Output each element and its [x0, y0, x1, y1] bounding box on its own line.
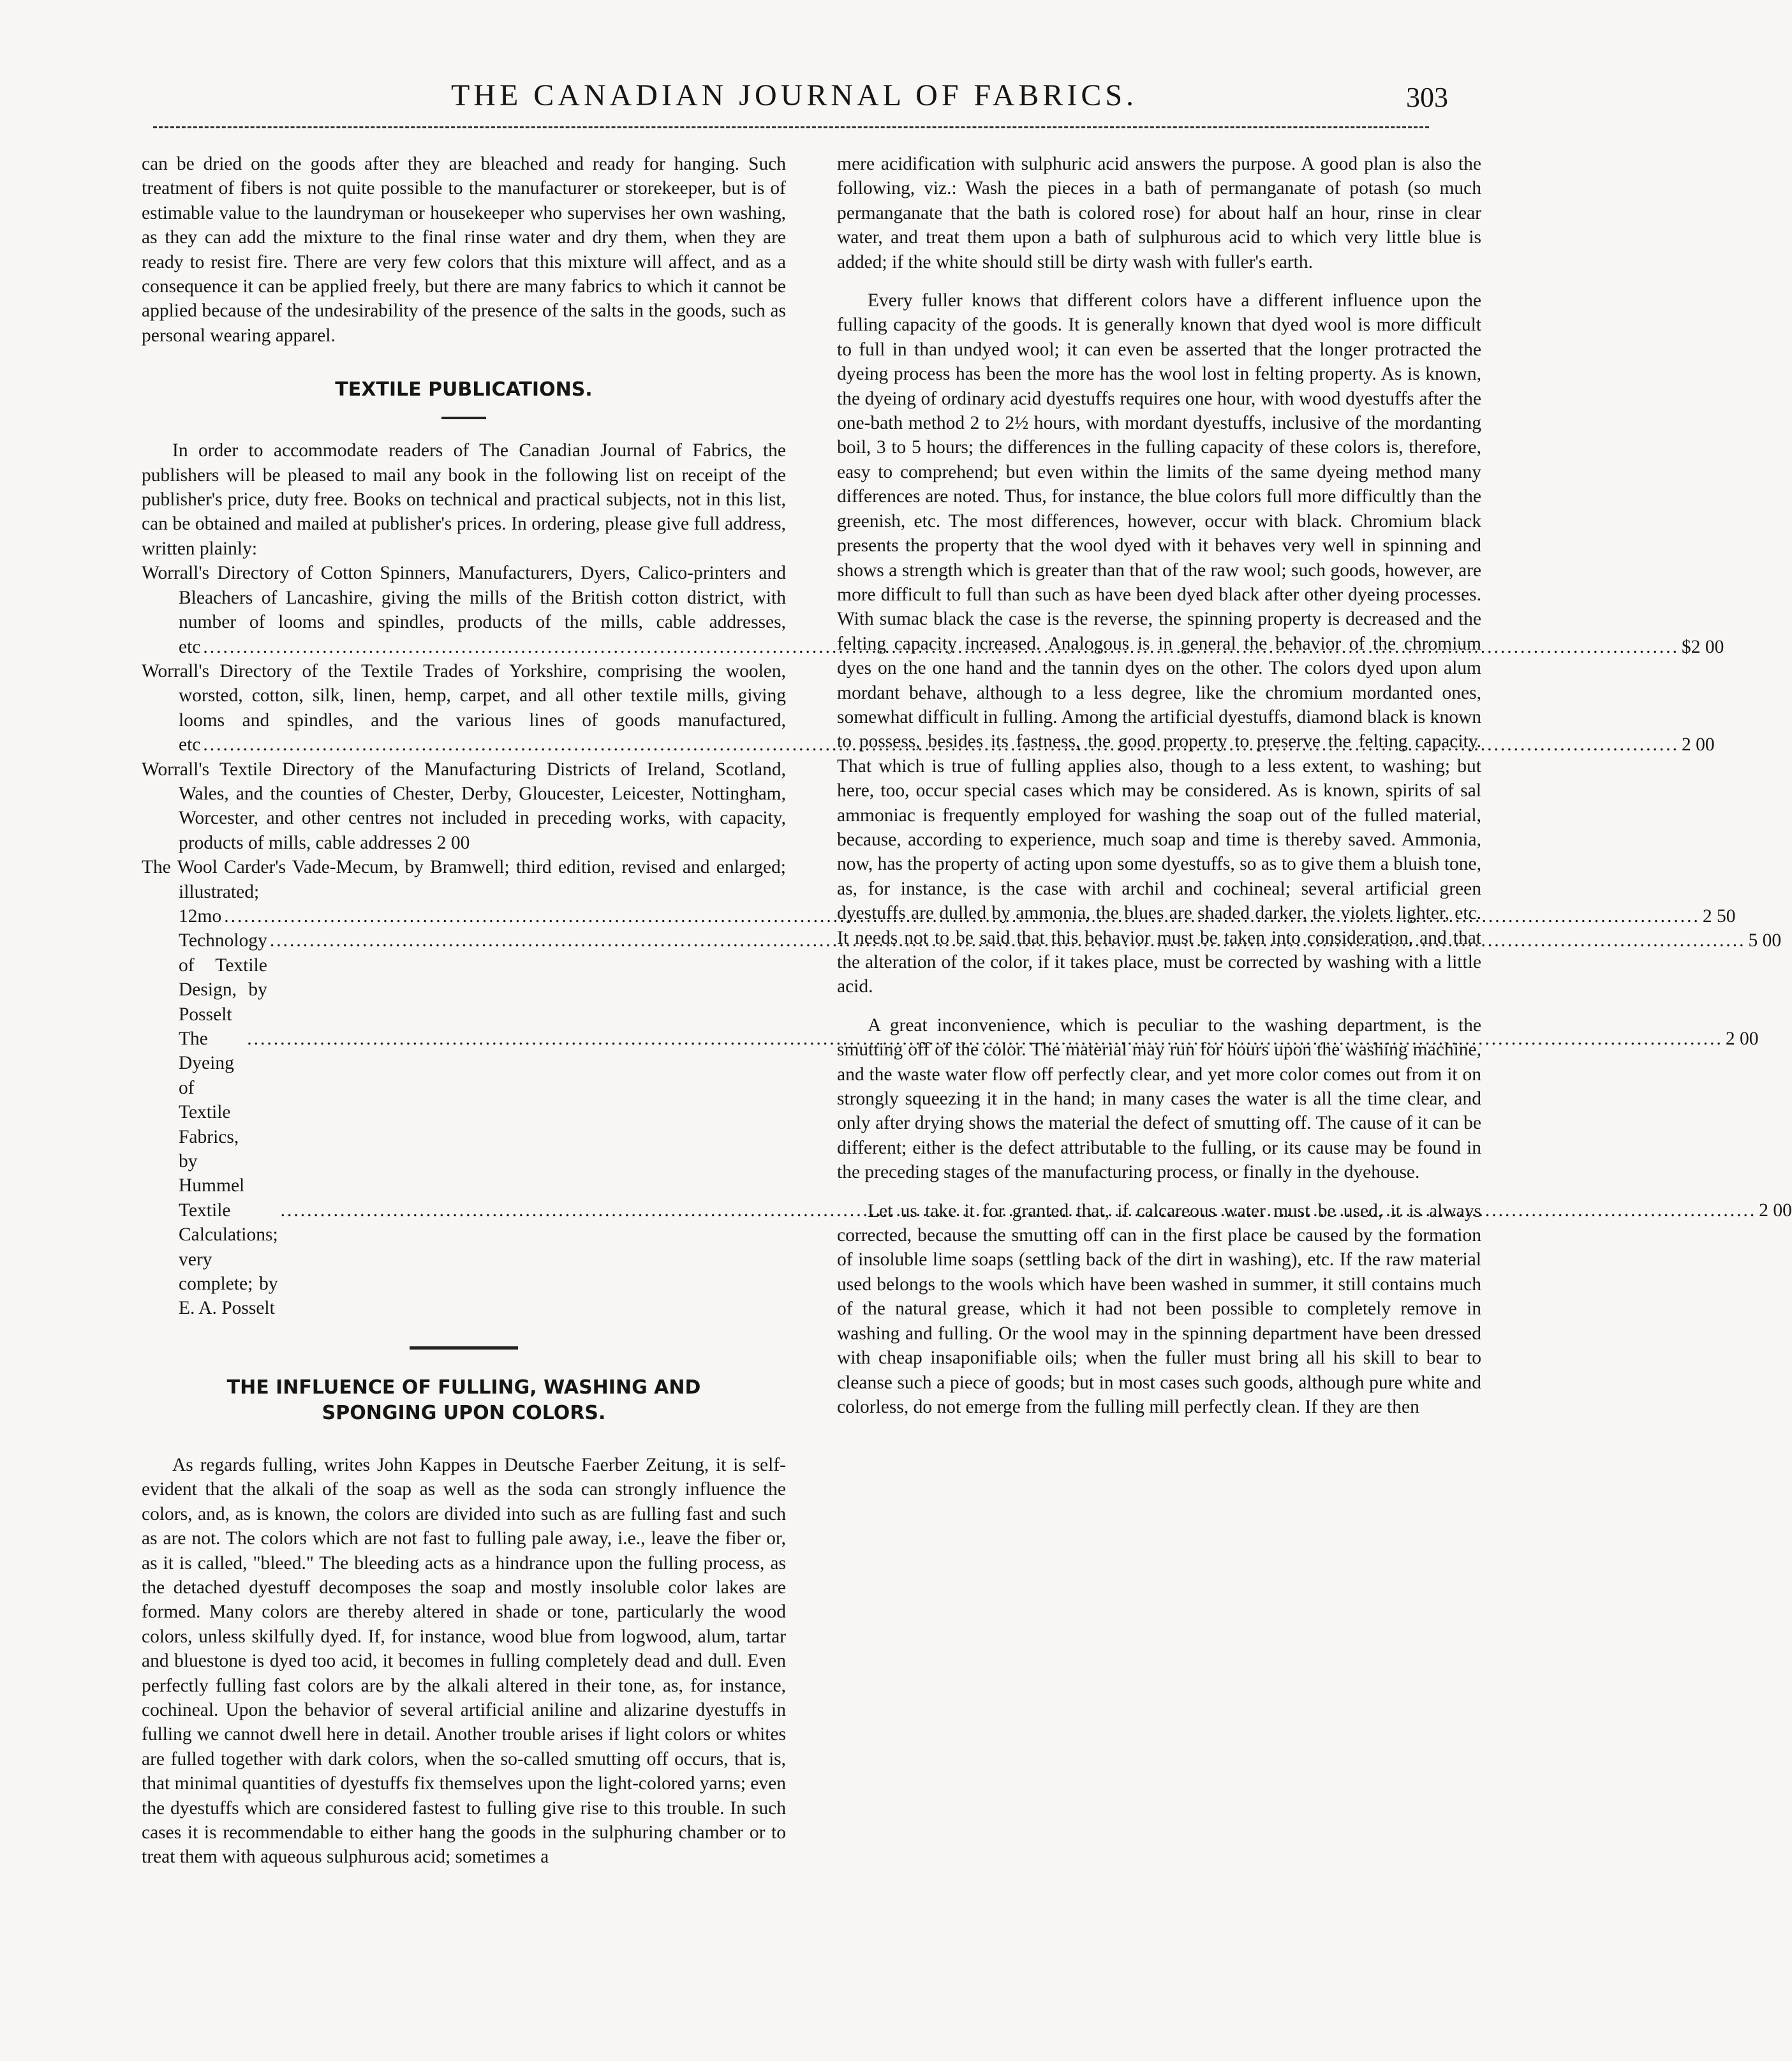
- publications-heading: TEXTILE PUBLICATIONS.: [335, 378, 593, 401]
- publications-heading-rule: [441, 417, 486, 419]
- page-number: 303: [1406, 82, 1448, 113]
- publication-item: [142, 855, 1736, 928]
- header-rule: [153, 126, 1429, 128]
- section-divider-rule: [410, 1346, 518, 1350]
- continuation-paragraph: can be dried on the goods after they are bleached and ready for hanging. Such treatment of fibers is not quite possible to the manufacturer or storekeeper, but is of estimable value to the laundryman or housekeeper who supervises her own washing, as they can add the mixture to the final rinse water and dry them, when they are ready to resist fire. There are very few colors that this mixture will affect, and as a consequence it can be applied freely, but there are many fabrics to which it cannot be applied because of the undesirability of the presence of the salts in the goods, such as personal wearing apparel.: [142, 154, 786, 346]
- publication-price: 2 00: [1759, 1200, 1792, 1221]
- publication-item: [142, 659, 1715, 757]
- publication-price: $2 00: [1682, 636, 1724, 657]
- publication-item: [142, 928, 1782, 1027]
- publication-price: 2 00: [1725, 1029, 1759, 1049]
- publication-price: 2 00: [436, 832, 470, 853]
- running-title: THE CANADIAN JOURNAL OF FABRICS.: [450, 78, 1138, 112]
- publication-item: [142, 561, 1724, 659]
- page-header: [140, 77, 1448, 128]
- publication-price: 2 50: [1702, 905, 1736, 926]
- article-paragraph: A great inconvenience, which is peculiar to the washing department, is the smutting off of the color. The material may run for hours upon the washing machine, and the waste water flow off perfectly clear, and yet more color comes out from it on strongly squeezing it in the hand; in many cases the water is all the time clear, and only after drying shows the material the defect of smutting off. The cause of it can be different; either is the defect attributable to the fulling, or its cause may be found in the preceding stages of the manufacturing process, or finally in the dyehouse.: [837, 1015, 1481, 1183]
- publications-intro: In order to accommodate readers of The Canadian Journal of Fabrics, the publishers will be pleased to mail any book in the following list on receipt of the publisher's price, duty free. Books on technical and practical subjects, not in this list, can be obtained and mailed at publisher's prices. In ordering, please give full address, written plainly:: [142, 440, 786, 559]
- publication-title: Technology of Textile Design, by Posselt: [179, 930, 267, 1025]
- publication-title: Worrall's Directory of the Textile Trades of Yorkshire, comprising the woolen, worsted, cotton, silk, linen, hemp, carpet, and all other textile mills, giving looms and spindles, and the various lines of goods manufactured, etc: [142, 660, 786, 755]
- article-paragraph: mere acidification with sulphuric acid answers the purpose. A good plan is also the following, viz.: Wash the pieces in a bath of permanganate of potash (so much permanganate that the bath is colored rose) for about half an hour, rinse in clear water, and treat them upon a bath of sulphurous acid to which very little blue is added; if the white should still be dirty wash with fuller's earth.: [837, 154, 1481, 272]
- article-heading-line-1: THE INFLUENCE OF FULLING, WASHING AND: [226, 1376, 701, 1399]
- publication-item: [142, 757, 786, 856]
- article-paragraph: Every fuller knows that different colors have a different influence upon the fulling capacity of the goods. It is generally known that dyed wool is more difficult to full in than undyed wool; it can even be asserted that the longer protracted the dyeing process has been the more has the wool lost in felting property. As is known, the dyeing of ordinary acid dyestuffs requires one hour, with wood dyestuffs after the one-bath method 2 to 2½ hours, with mordant dyestuffs, inclusive of the mordanting boil, 3 to 5 hours; the differences in the fulling capacity of these colors is, therefore, easy to comprehend; but even within the limits of the same dyeing method many differences are noted. Thus, for instance, the blue colors full more difficultly than the greenish, etc. The most differences, however, occur with black. Chromium black presents the property that the wool dyed with it behaves very well in spinning and shows a strength which is greater than that of the raw wool; such goods, however, are more difficult to full than such as have been dyed black after other dyeing processes. With sumac black the case is the reverse, the spinning property is decreased and the felting capacity increased. Analogous is in general the behavior of the chromium dyes on the one hand and the tannin dyes on the other. The colors dyed upon alum mordant behave, although to a less degree, like the chromium mordanted ones, somewhat difficult in fulling. Among the artificial dyestuffs, diamond black is known to possess, besides its fastness, the good property to preserve the felting capacity. That which is true of fulling applies also, though to a less extent, to washing; but here, too, occur special cases which may be considered. As is known, spirits of sal ammoniac is frequently employed for washing the soap out of the fulled material, because, according to experience, much soap and time is thereby saved. Ammonia, now, has the property of acting upon some dyestuffs, so as to give them a bluish tone, as, for instance, is the case with archil and cochineal; several artificial green dyestuffs are dulled by ammonia, the blues are shaded darker, the violets lighter, etc. It needs not to be said that this behavior must be taken into consideration, and that the alteration of the color, if it takes place, must be corrected by washing with a little acid.: [837, 290, 1481, 997]
- right-column: [837, 152, 1481, 1419]
- publication-title: Worrall's Directory of Cotton Spinners, Manufacturers, Dyers, Calico-printers and Bleachers of Lancashire, giving the mills of the British cotton district, with number of looms and spindles, products of the mills, cable addresses, etc: [142, 563, 786, 657]
- publication-title: Textile Calculations; very complete; by E. A. Posselt: [179, 1200, 278, 1319]
- article-heading-line-2: SPONGING UPON COLORS.: [322, 1401, 606, 1424]
- publication-title: The Wool Carder's Vade-Mecum, by Bramwell; third edition, revised and enlarged; illustrated; 12mo: [142, 857, 786, 926]
- publication-title: Worrall's Textile Directory of the Manufacturing Districts of Ireland, Scotland, Wales, and the counties of Chester, Derby, Gloucester, Leicester, Nottingham, Worcester, and other centres not included in preceding works, with capacity, products of mills, cable addresses: [142, 759, 786, 853]
- publication-price: 5 00: [1748, 930, 1782, 951]
- article-paragraph: Let us take it for granted that, if calcareous water must be used, it is always corrected, because the smutting off can in the first place be caused by the formation of insoluble lime soaps (settling back of the dirt in washing), etc. If the raw material used belongs to the wools which have been washed in summer, it still contains much of the natural grease, which it had not been possible to completely remove in washing and fulling. Or the wool may in the spinning department have been dressed with cheap insaponifiable oils; when the fuller must bring all his skill to bear to cleanse such a piece of goods; but in most cases such goods, although pure white and colorless, do not emerge from the fulling mill perfectly clean. If they are then: [837, 1200, 1481, 1417]
- article-paragraph: As regards fulling, writes John Kappes in Deutsche Faerber Zeitung, it is self-evident that the alkali of the soap as well as the soda can strongly influence the colors, and, as is known, the colors are divided into such as are fulling fast and such as are not. The colors which are not fast to fulling pale away, i.e., leave the fiber or, as it is called, "bleed." The bleeding acts as a hindrance upon the fulling process, as the detached dyestuff decomposes the soap and mostly insoluble color lakes are formed. Many colors are thereby altered in shade or tone, particularly the wood colors, unless skilfully dyed. If, for instance, wood blue from logwood, alum, tartar and bluestone is dyed too acid, it becomes in fulling completely dead and dull. Even perfectly fulling fast colors are by the alkali altered in their tone, as, for instance, cochineal. Upon the behavior of several artificial aniline and alizarine dyestuffs in fulling we cannot dwell here in detail. Another trouble arises if light colors or whites are fulled together with dark colors, when the so-called smutting off occurs, that is, that minimal quantities of dyestuffs fix themselves upon the light-colored yarns; even the dyestuffs which are considered fastest to fulling give rise to this trouble. In such cases it is recommendable to either hang the goods in the sulphuring chamber or to treat them with aqueous sulphurous acid; sometimes a: [142, 1454, 786, 1868]
- publication-price: 2 00: [1682, 734, 1715, 755]
- publication-title: The Dyeing of Textile Fabrics, by Hummel: [179, 1029, 245, 1196]
